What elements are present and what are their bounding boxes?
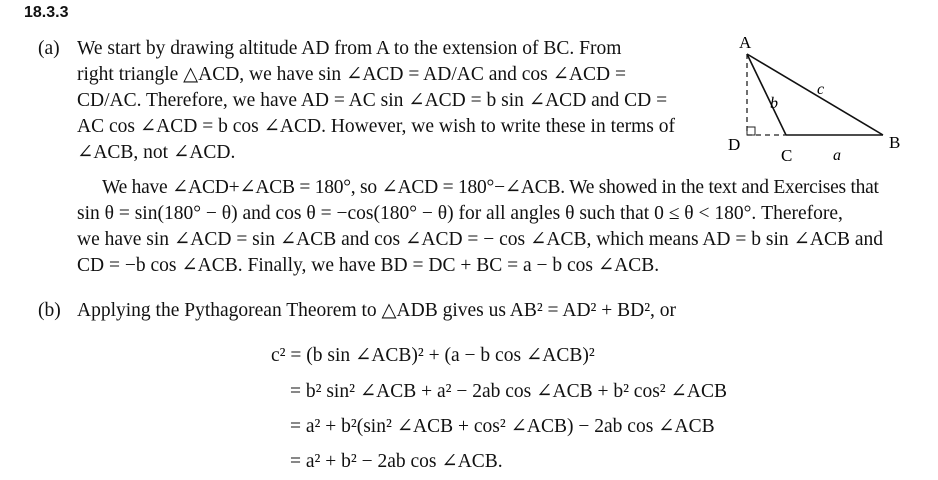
part-a-para2-line-3: we have sin ∠ACD = sin ∠ACB and cos ∠ACD = − cos ∠ACB, which means AD = b sin ∠ACB and: [77, 229, 883, 250]
problem-number: 18.3.3: [24, 4, 69, 21]
vertex-d-label: D: [728, 135, 741, 154]
part-a-line-2: right triangle △ACD, we have sin ∠ACD = AD/AC and cos ∠ACD =: [77, 64, 626, 85]
part-b-label: (b): [38, 300, 61, 321]
part-a-para2-line-2: sin θ = sin(180° − θ) and cos θ = −cos(180° − θ) for all angles θ such that 0 ≤ θ < 180°. Therefore,: [77, 203, 843, 224]
equation-line-4: = a² + b² − 2ab cos ∠ACB.: [290, 451, 503, 472]
side-a-label: a: [833, 147, 841, 164]
part-a-line-5: ∠ACB, not ∠ACD.: [77, 142, 236, 163]
right-angle-marker: [747, 127, 755, 135]
side-c-label: c: [817, 81, 825, 98]
part-a-line-1: We start by drawing altitude AD from A to the extension of BC. From: [77, 38, 622, 59]
side-b-label: b: [770, 95, 778, 112]
part-a-line-3: CD/AC. Therefore, we have AD = AC sin ∠ACD = b sin ∠ACD and CD =: [77, 90, 668, 111]
part-b-intro: Applying the Pythagorean Theorem to △ADB gives us AB² = AD² + BD², or: [77, 300, 677, 321]
vertex-a-label: A: [739, 33, 752, 52]
part-a-para2-line-4: CD = −b cos ∠ACB. Finally, we have BD = DC + BC = a − b cos ∠ACB.: [77, 255, 660, 276]
part-a-para2-line-1: We have ∠ACD+∠ACB = 180°, so ∠ACD = 180°−∠ACB. We showed in the text and Exercises that: [102, 177, 879, 198]
part-a-line-4: AC cos ∠ACD = b cos ∠ACD. However, we wish to write these in terms of: [77, 116, 676, 137]
equation-line-3: = a² + b²(sin² ∠ACB + cos² ∠ACB) − 2ab cos ∠ACB: [290, 416, 715, 437]
triangle-figure: [720, 28, 920, 170]
vertex-c-label: C: [781, 146, 793, 165]
side-c-line: [747, 54, 883, 135]
vertex-b-label: B: [889, 133, 901, 152]
part-a-label: (a): [38, 38, 60, 59]
equation-line-1: c² = (b sin ∠ACB)² + (a − b cos ∠ACB)²: [271, 345, 595, 366]
equation-line-2: = b² sin² ∠ACB + a² − 2ab cos ∠ACB + b² cos² ∠ACB: [290, 381, 727, 402]
